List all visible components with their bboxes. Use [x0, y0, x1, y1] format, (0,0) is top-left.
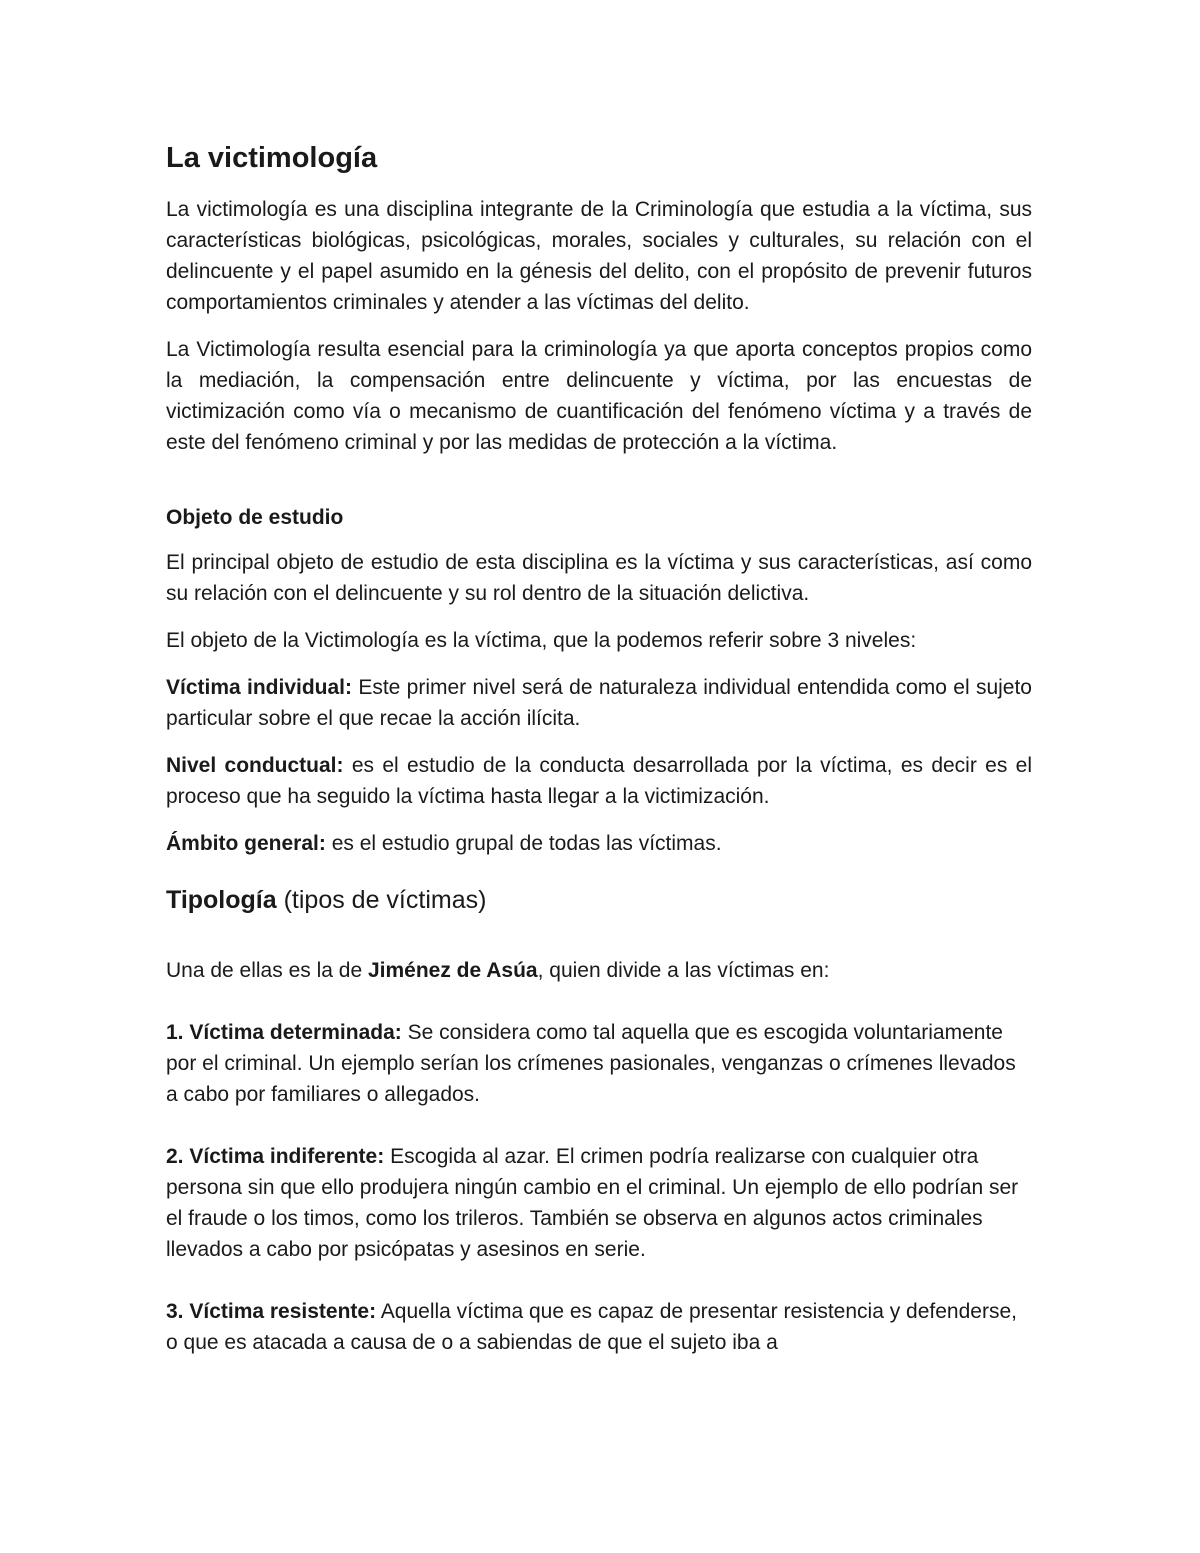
tipologia-heading-bold: Tipología [166, 886, 277, 914]
nivel-text: es el estudio de la conducta desarrollada por la víctima, es decir es el proceso que ha seguido la víctima hasta llegar a la victimización. [166, 754, 1032, 808]
tipologia-text: Aquella víctima que es capaz de presentar resistencia y defenderse, o que es atacada a causa de o a sabiendas de que el sujeto iba a [166, 1300, 1017, 1354]
tipologia-text: Escogida al azar. El crimen podría realizarse con cualquier otra persona sin que ello produjera ningún cambio en el criminal. Un ejemplo de ello podrían ser el fraude o los timos, como los trileros. También se observa en algunos actos criminales llevados a cabo por psicópatas y asesinos en serie. [166, 1145, 1019, 1261]
tipologia-heading-rest: (tipos de víctimas) [276, 886, 487, 914]
tipologia-term: 3. Víctima resistente: [166, 1300, 377, 1323]
tipologia-intro [166, 955, 1032, 986]
tipologia-intro-post: , quien divide a las víctimas en: [537, 959, 830, 982]
document-page [166, 140, 1032, 1374]
tipologia-text: Se considera como tal aquella que es escogida voluntariamente por el criminal. Un ejemplo serían los crímenes pasionales, venganzas o crímenes llevados a cabo por familiares o allegados. [166, 1021, 1016, 1106]
nivel-item [166, 750, 1032, 812]
section-heading-objeto: Objeto de estudio [166, 506, 344, 529]
nivel-term: Ámbito general: [166, 832, 326, 855]
intro-paragraph: La victimología es una disciplina integrante de la Criminología que estudia a la víctima, sus características biológicas, psicológicas, morales, sociales y culturales, su relación con el delincuente y el papel asumido en la génesis del delito, con el propósito de prevenir futuros comportamientos criminales y atender a las víctimas del delito. [166, 198, 1032, 314]
tipologia-term: 2. Víctima indiferente: [166, 1145, 385, 1168]
tipologia-item [166, 1017, 1032, 1110]
intro-paragraph: La Victimología resulta esencial para la criminología ya que aporta conceptos propios como la mediación, la compensación entre delincuente y víctima, por las encuestas de victimización como vía o mecanismo de cuantificación del fenómeno víctima y a través de este del fenómeno criminal y por las medidas de protección a la víctima. [166, 338, 1032, 454]
nivel-text: es el estudio grupal de todas las víctimas. [325, 832, 722, 855]
tipologia-intro-pre: Una de ellas es la de [166, 959, 368, 982]
nivel-text: Este primer nivel será de naturaleza individual entendida como el sujeto particular sobre el que recae la acción ilícita. [166, 676, 1032, 730]
nivel-item [166, 672, 1032, 734]
author-name: Jiménez de Asúa [367, 959, 538, 982]
nivel-item [166, 828, 1032, 859]
tipologia-term: 1. Víctima determinada: [166, 1021, 402, 1044]
nivel-term: Víctima individual: [166, 676, 353, 699]
nivel-term: Nivel conductual: [166, 754, 344, 777]
tipologia-item [166, 1296, 1032, 1358]
section-heading-tipologia [166, 883, 1032, 917]
tipologia-item [166, 1141, 1032, 1265]
objeto-paragraph: El principal objeto de estudio de esta disciplina es la víctima y sus características, así como su relación con el delincuente y su rol dentro de la situación delictiva. [166, 551, 1032, 605]
document-title: La victimología [166, 142, 378, 174]
objeto-paragraph: El objeto de la Victimología es la víctima, que la podemos referir sobre 3 niveles: [166, 629, 917, 652]
